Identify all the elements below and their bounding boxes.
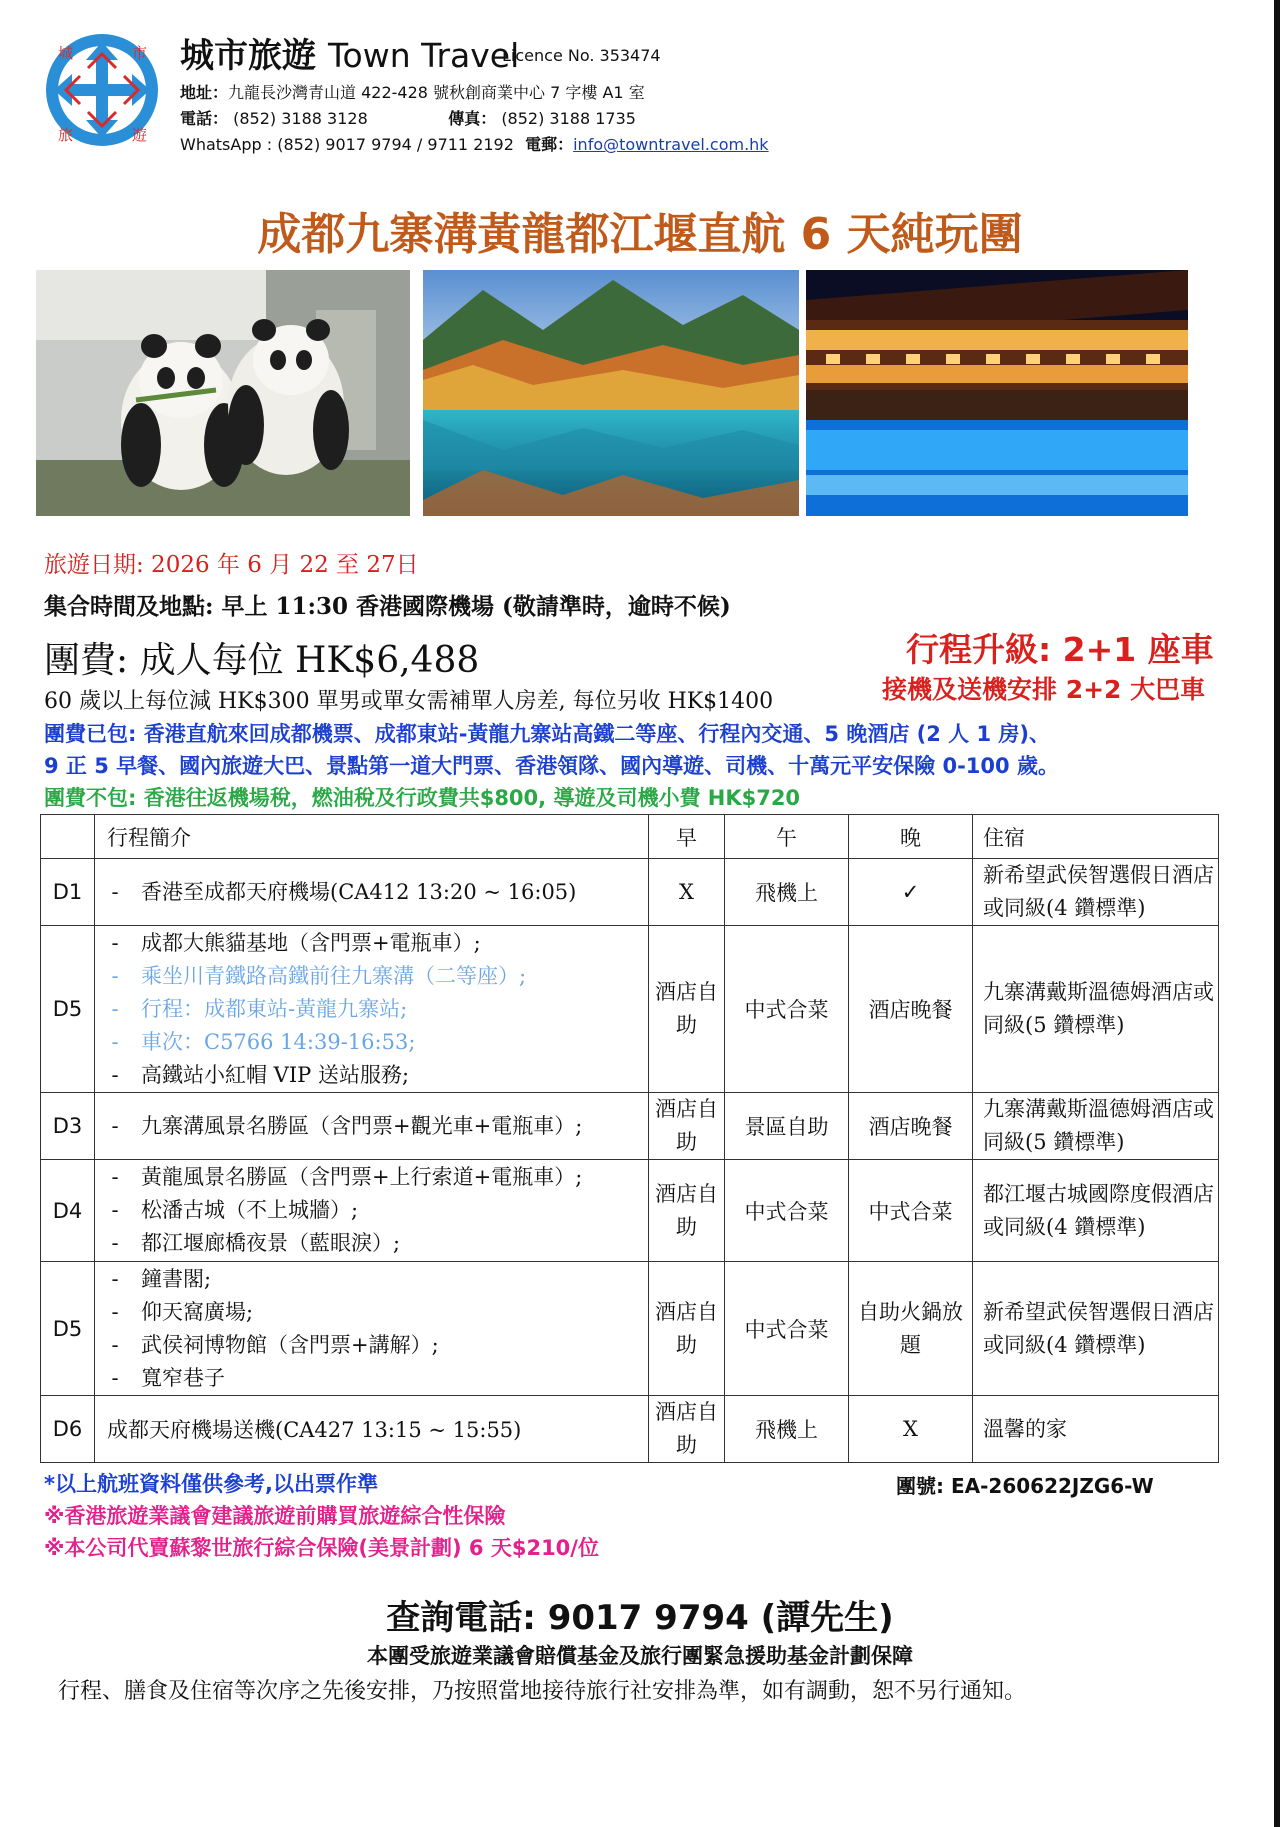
table-row <box>41 1262 1219 1396</box>
phone-label: 電話： <box>180 109 229 128</box>
itinerary-item: - 寬窄巷子 <box>111 1365 225 1390</box>
tour-title: 成都九寨溝黃龍都江堰直航 6 天純玩團 <box>257 209 1023 260</box>
day-label: D6 <box>41 1396 95 1463</box>
itinerary-item: - 松潘古城（不上城牆）; <box>111 1198 359 1222</box>
fax-label: 傳真： <box>448 109 497 128</box>
dinner-cell: 酒店晚餐 <box>849 926 973 1093</box>
breakfast-cell: 酒店自助 <box>649 1160 725 1262</box>
itinerary-item: - 車次：C5766 14:39-16:53; <box>111 1029 416 1054</box>
itinerary-item: - 九寨溝風景名勝區（含門票+觀光車+電瓶車）; <box>111 1113 583 1138</box>
breakfast-cell: 酒店自助 <box>649 926 725 1093</box>
whatsapp-text: WhatsApp : (852) 9017 9794 / 9711 2192 <box>180 135 514 154</box>
hotel-cell: 新希望武侯智選假日酒店或同級(4 鑽標準) <box>973 859 1219 926</box>
table-row <box>41 1160 1219 1262</box>
itinerary-item: - 黃龍風景名勝區（含門票+上行索道+電瓶車）; <box>111 1165 583 1189</box>
company-name-zh: 城市旅遊 <box>180 36 316 76</box>
itinerary-cell <box>95 859 649 926</box>
itinerary-item: - 仰天窩廣場; <box>111 1299 254 1324</box>
itinerary-cell <box>95 1093 649 1160</box>
dinner-cell: 自助火鍋放題 <box>849 1262 973 1396</box>
licence-number: Licence No. 353474 <box>502 46 661 65</box>
breakfast-cell: 酒店自助 <box>649 1262 725 1396</box>
lunch-cell: 景區自助 <box>725 1093 849 1160</box>
itinerary-item: - 都江堰廊橋夜景（藍眼淚）; <box>111 1231 401 1255</box>
address-label: 地址： <box>180 83 229 102</box>
breakfast-cell: 酒店自助 <box>649 1093 725 1160</box>
address-line <box>180 80 645 103</box>
lunch-cell: 中式合菜 <box>725 1160 849 1262</box>
header-breakfast: 早 <box>649 815 725 859</box>
travel-date: 旅遊日期: 2026 年 6 月 22 至 27日 <box>44 552 419 578</box>
table-row <box>41 1093 1219 1160</box>
dinner-cell: ✓ <box>849 859 973 926</box>
price-included-line1: 團費已包: 香港直航來回成都機票、成都東站-黃龍九寨站高鐵二等座、行程內交通、5 晚酒店 (2 人 1 房)、 <box>44 722 1051 746</box>
dinner-cell: 中式合菜 <box>849 1160 973 1262</box>
day-label: D5 <box>41 1262 95 1396</box>
tour-price: 團費: 成人每位 HK$6,488 <box>44 640 480 681</box>
breakfast-cell: 酒店自助 <box>649 1396 725 1463</box>
itinerary-item: - 乘坐川青鐵路高鐵前往九寨溝（二等座）; <box>111 963 527 988</box>
protection-statement: 本團受旅遊業議會賠償基金及旅行團緊急援助基金計劃保障 <box>367 1644 913 1668</box>
price-included-line2: 9 正 5 早餐、國內旅遊大巴、景點第一道大門票、香港領隊、國內導遊、司機、十萬元平安保險 0-100 歲。 <box>44 754 1059 778</box>
lunch-cell: 中式合菜 <box>725 926 849 1093</box>
company-name-en: Town Travel <box>328 36 520 75</box>
header-itinerary: 行程簡介 <box>95 815 649 859</box>
phone-number: (852) 3188 3128 <box>233 109 368 128</box>
header-hotel: 住宿 <box>973 815 1219 859</box>
itinerary-cell: 成都天府機場送機(CA427 13:15 ~ 15:55) <box>95 1396 649 1463</box>
header-day-cell <box>41 815 95 859</box>
itinerary-cell <box>95 1262 649 1396</box>
tour-code: 團號: EA-260622JZG6-W <box>896 1474 1154 1498</box>
meeting-time-place: 集合時間及地點: 早上 11:30 香港國際機場 (敬請準時，逾時不候) <box>44 593 731 620</box>
email-label: 電郵： <box>525 135 574 154</box>
header-dinner: 晚 <box>849 815 973 859</box>
table-row <box>41 859 1219 926</box>
price-excluded: 團費不包: 香港往返機場稅，燃油稅及行政費共$800, 導遊及司機小費 HK$720 <box>44 786 801 810</box>
panda-photo <box>36 270 410 516</box>
day-label: D3 <box>41 1093 95 1160</box>
day-label: D1 <box>41 859 95 926</box>
price-discount: 60 歲以上每位減 HK$300 單男或單女需補單人房差, 每位另收 HK$1400 <box>44 689 774 714</box>
itinerary-cell <box>95 1160 649 1262</box>
insurance-offer: ※本公司代賣蘇黎世旅行綜合保險(美景計劃) 6 天$210/位 <box>44 1536 599 1560</box>
table-row <box>41 1396 1219 1463</box>
hotel-cell: 都江堰古城國際度假酒店或同級(4 鑽標準) <box>973 1160 1219 1262</box>
svg-text:市: 市 <box>132 44 148 62</box>
company-logo <box>40 28 164 152</box>
header-lunch: 午 <box>725 815 849 859</box>
company-name <box>180 28 519 77</box>
itinerary-item: - 高鐵站小紅帽 VIP 送站服務; <box>111 1062 410 1087</box>
itinerary-item: - 成都大熊貓基地（含門票+電瓶車）; <box>111 930 481 955</box>
phone-fax-line <box>180 106 636 129</box>
arrangement-disclaimer: 行程、膳食及住宿等次序之先後安排，乃按照當地接待旅行社安排為準，如有調動，恕不另行通知。 <box>58 1679 1027 1704</box>
address-text: 九龍長沙灣青山道 422-428 號秋創商業中心 7 字樓 A1 室 <box>228 83 645 102</box>
lunch-cell: 飛機上 <box>725 1396 849 1463</box>
itinerary-item: - 行程：成都東站-黃龍九寨站; <box>111 996 408 1021</box>
itinerary-item: - 鐘書閣; <box>111 1266 212 1291</box>
transfer-arrangement: 接機及送機安排 2+2 大巴車 <box>882 675 1206 704</box>
itinerary-item: - 武侯祠博物館（含門票+講解）; <box>111 1332 439 1357</box>
insurance-advice: ※香港旅遊業議會建議旅遊前購買旅遊綜合性保險 <box>44 1504 506 1528</box>
hotel-cell: 九寨溝戴斯溫德姆酒店或同級(5 鑽標準) <box>973 1093 1219 1160</box>
lunch-cell: 中式合菜 <box>725 1262 849 1396</box>
enquiry-phone: 查詢電話: 9017 9794 (譚先生) <box>386 1598 894 1638</box>
breakfast-cell: X <box>649 859 725 926</box>
svg-text:城: 城 <box>58 44 74 62</box>
page-edge <box>1274 0 1280 1827</box>
day-label: D5 <box>41 926 95 1093</box>
flight-note: *以上航班資料僅供參考,以出票作準 <box>44 1472 378 1496</box>
jiuzhaigou-lake-photo <box>423 270 799 516</box>
dujiangyan-night-bridge-photo <box>806 270 1188 516</box>
day-label: D4 <box>41 1160 95 1262</box>
dinner-cell: 酒店晚餐 <box>849 1093 973 1160</box>
itinerary-upgrade: 行程升級: 2+1 座車 <box>906 630 1214 669</box>
email-link[interactable]: info@towntravel.com.hk <box>573 135 769 154</box>
table-header-row <box>41 815 1219 859</box>
itinerary-cell <box>95 926 649 1093</box>
svg-text:遊: 遊 <box>132 126 148 144</box>
itinerary-table <box>40 814 1219 1463</box>
hotel-cell: 溫馨的家 <box>973 1396 1219 1463</box>
hotel-cell: 九寨溝戴斯溫德姆酒店或同級(5 鑽標準) <box>973 926 1219 1093</box>
itinerary-item: - 香港至成都天府機場(CA412 13:20 ~ 16:05) <box>111 879 577 904</box>
svg-text:旅: 旅 <box>58 126 74 144</box>
hotel-cell: 新希望武侯智選假日酒店或同級(4 鑽標準) <box>973 1262 1219 1396</box>
fax-number: (852) 3188 1735 <box>501 109 636 128</box>
lunch-cell: 飛機上 <box>725 859 849 926</box>
table-row <box>41 926 1219 1093</box>
dinner-cell: X <box>849 1396 973 1463</box>
whatsapp-email-line <box>180 132 769 155</box>
